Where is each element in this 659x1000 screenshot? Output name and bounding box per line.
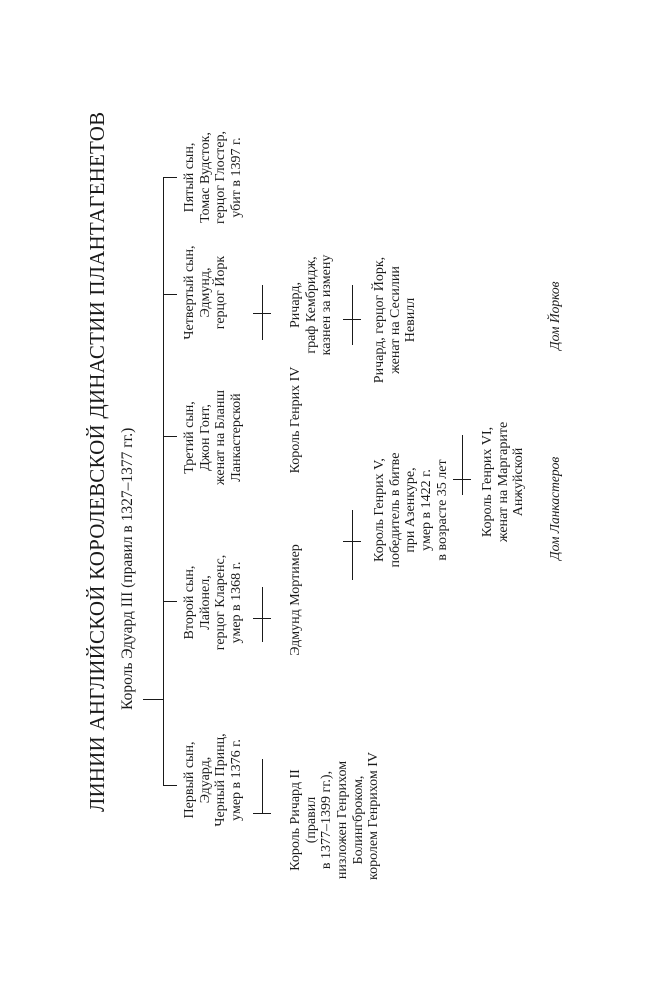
son3-tick [163, 436, 177, 437]
king-richard-ii: Король Ричард II (правил в 1377–1399 гг.), низложен Генрихом Болингброком, королем Генрихом IV [288, 751, 382, 880]
son2-tick [163, 601, 177, 602]
son5-tick [163, 177, 177, 178]
king-henry-v: Король Генрих V, победитель в битве при Азенкуре, умер в 1422 г. в возрасте 35 лет [372, 452, 450, 568]
son-3-john-gaunt: Третий сын, Джон Гонт, женат на Бланш Ланкастерской [182, 389, 245, 486]
edmund-mortimer: Эдмунд Мортимер [288, 544, 303, 656]
son4-tick [163, 294, 177, 295]
son4-tick-a [253, 313, 271, 314]
cambridge-to-york [352, 285, 353, 345]
richard-duke-york: Ричард, герцог Йорк, женат на Сесилии Невилл [372, 256, 419, 384]
sons-bus [163, 178, 164, 786]
king-henry-vi: Король Генрих VI, женат на Маргарите Анжуйской [480, 421, 527, 543]
house-lancaster-label: Дом Ланкастеров [547, 456, 562, 560]
henry5-tick [453, 479, 471, 480]
son1-to-richard2 [262, 759, 263, 814]
son1-tick [163, 785, 177, 786]
richard-earl-cambridge: Ричард, граф Кембридж, казнен за измену [288, 254, 335, 356]
diagram-title: ЛИНИИ АНГЛИЙСКОЙ КОРОЛЕВСКОЙ ДИНАСТИИ ПЛАНТАГЕНЕТОВ [85, 111, 109, 812]
son-4-edmund: Четвертый сын, Эдмунд, герцог Йорк [182, 245, 229, 340]
son1-tick-a [253, 813, 271, 814]
root-king-edward-iii: Король Эдуард III (правил в 1327–1377 гг.) [119, 427, 136, 710]
son-2-lionel: Второй сын, Лайонел, герцог Кларенс, умер в 1368 г. [182, 554, 245, 651]
cambridge-tick [343, 319, 361, 320]
son2-tick-a [253, 618, 271, 619]
king-henry-iv: Король Генрих IV [288, 366, 303, 474]
house-york-label: Дом Йорков [547, 281, 562, 350]
henry5-to-henry6 [462, 435, 463, 495]
henry4-tick [343, 541, 361, 542]
henry4-to-henry5 [352, 510, 353, 580]
son-5-thomas: Пятый сын, Томас Вудсток, герцог Глостер, убит в 1397 г. [182, 131, 245, 224]
son-1-edward: Первый сын, Эдуард, Черный Принц, умер в 1376 г. [182, 733, 245, 827]
root-connector [143, 699, 163, 700]
son2-to-mortimer [262, 587, 263, 642]
